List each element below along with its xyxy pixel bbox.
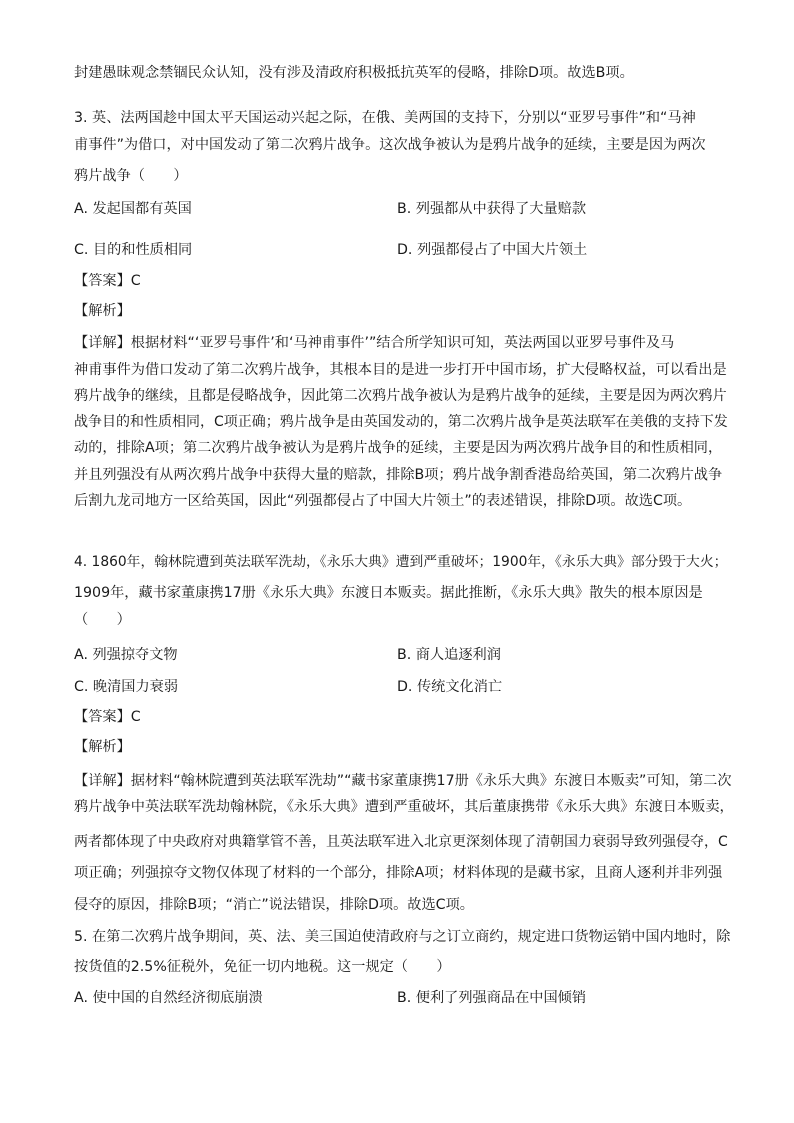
question-3-option-a: A. 发起国都有英国 <box>74 201 192 217</box>
question-4-explanation: 两者都体现了中央政府对典籍掌管不善，且英法联军进入北京更深刻体现了清朝国力衰弱导致列强侵夺，C <box>74 834 728 850</box>
question-3-explanation: 动的，排除A项；第二次鸦片战争被认为是鸦片战争的延续，主要是因为两次鸦片战争目的和性质相同， <box>74 440 723 456</box>
question-4-option-b: B. 商人追逐利润 <box>397 647 501 663</box>
question-4-option-a: A. 列强掠夺文物 <box>74 647 178 663</box>
question-4-analysis-label: 【解析】 <box>74 739 131 755</box>
question-3-explanation: 并且列强没有从两次鸦片战争中获得大量的赔款，排除B项；鸦片战争割香港岛给英国，第二次鸦片战争 <box>74 467 723 483</box>
question-3-analysis-label: 【解析】 <box>74 303 131 319</box>
question-4-stem: （ ） <box>74 612 131 628</box>
question-3-explanation: 【详解】根据材料“‘亚罗号事件’和‘马神甫事件’”结合所学知识可知，英法两国以亚罗号事件及马 <box>74 335 675 351</box>
question-3-option-d: D. 列强都侵占了中国大片领土 <box>397 242 588 258</box>
question-4-answer: 【答案】C <box>74 709 141 725</box>
question-3-stem: 3. 英、法两国趁中国太平天国运动兴起之际，在俄、美两国的支持下，分别以“亚罗号事件”和“马神 <box>74 110 696 126</box>
question-4-explanation: 侵夺的原因，排除B项；“消亡”说法错误，排除D项。故选C项。 <box>74 897 474 913</box>
question-3-explanation: 鸦片战争的继续，且都是侵略战争，因此第二次鸦片战争被认为是鸦片战争的延续，主要是因为两次鸦片 <box>74 388 727 404</box>
question-5-stem: 按货值的2.5%征税外，免征一切内地税。这一规定（ ） <box>74 959 451 975</box>
question-3-stem: 鸦片战争（ ） <box>74 168 188 184</box>
question-3-explanation: 神甫事件为借口发动了第二次鸦片战争，其根本目的是进一步打开中国市场，扩大侵略权益，可以看出是 <box>74 362 727 378</box>
question-5-option-a: A. 使中国的自然经济彻底崩溃 <box>74 990 263 1006</box>
question-3-explanation: 战争目的和性质相同，C项正确；鸦片战争是由英国发动的，第二次鸦片战争是英法联军在美俄的支持下发 <box>74 414 728 430</box>
question-3-explanation: 后割九龙司地方一区给英国，因此“列强都侵占了中国大片领土”的表述错误，排除D项。故选C项。 <box>74 493 692 509</box>
question-4-stem: 1909年，藏书家董康携17册《永乐大典》东渡日本贩卖。据此推断，《永乐大典》散失的根本原因是 <box>74 585 703 601</box>
question-4-explanation: 项正确；列强掠夺文物仅体现了材料的一个部分，排除A项；材料体现的是藏书家，且商人逐利并非列强 <box>74 865 723 881</box>
question-3-option-b: B. 列强都从中获得了大量赔款 <box>397 201 587 217</box>
question-4-explanation: 鸦片战争中英法联军洗劫翰林院，《永乐大典》遭到严重破坏，其后董康携带《永乐大典》东渡日本贩卖， <box>74 799 734 815</box>
question-3-answer: 【答案】C <box>74 273 141 289</box>
paragraph-line: 封建愚昧观念禁锢民众认知，没有涉及清政府积极抵抗英军的侵略，排除D项。故选B项。 <box>74 65 634 81</box>
question-4-option-c: C. 晚清国力衰弱 <box>74 679 179 695</box>
question-5-stem: 5. 在第二次鸦片战争期间，英、法、美三国迫使清政府与之订立商约，规定进口货物运销中国内地时，除 <box>74 929 731 945</box>
question-4-explanation: 【详解】据材料“翰林院遭到英法联军洗劫”“藏书家董康携17册《永乐大典》东渡日本贩卖”可知，第二次 <box>74 773 732 789</box>
question-4-stem: 4. 1860年，翰林院遭到英法联军洗劫，《永乐大典》遭到严重破坏；1900年，《永乐大典》部分毁于大火； <box>74 554 728 570</box>
question-3-option-c: C. 目的和性质相同 <box>74 242 193 258</box>
question-5-option-b: B. 便利了列强商品在中国倾销 <box>397 990 587 1006</box>
question-3-stem: 甫事件”为借口，对中国发动了第二次鸦片战争。这次战争被认为是鸦片战争的延续，主要是因为两次 <box>74 137 706 153</box>
question-4-option-d: D. 传统文化消亡 <box>397 679 503 695</box>
